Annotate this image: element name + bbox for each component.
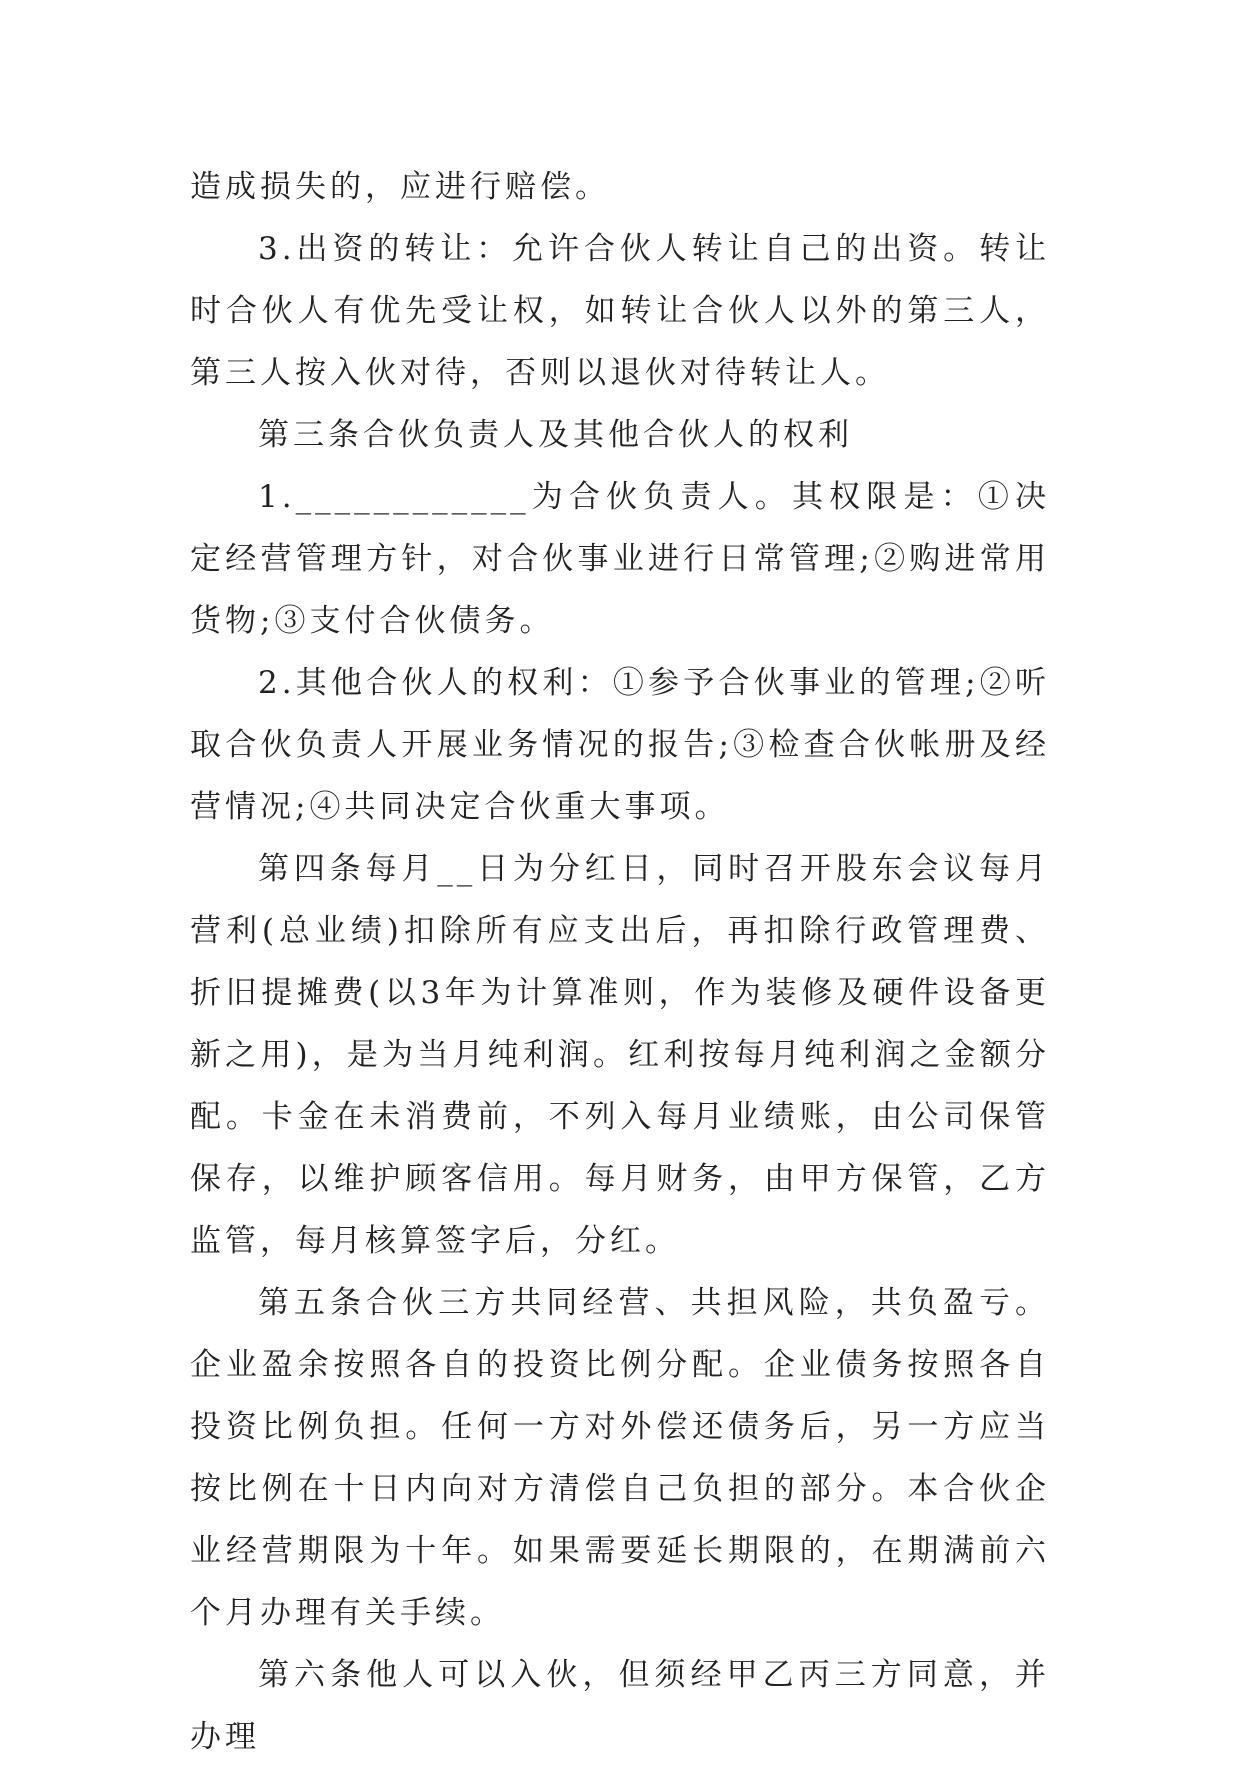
document-page bbox=[190, 156, 1050, 1768]
article-3-heading: 第三条合伙负责人及其他合伙人的权利 bbox=[258, 417, 853, 453]
article-4-dividends: 第四条每月__日为分红日，同时召开股东会议每月营利(总业绩)扣除所有应支出后，再扣除行政管理费、折旧提摊费(以3年为计算准则，作为装修及硬件设备更新之用)，是为当月纯利润。红利按每月纯利润之金额分配。卡金在未消费前，不列入每月业绩账，由公司保管保存，以维护顾客信用。每月财务，由甲方保管，乙方监管，每月核算签字后，分红。 bbox=[190, 851, 1050, 1259]
paragraph-capital-transfer: 3.出资的转让：允许合伙人转让自己的出资。转让时合伙人有优先受让权，如转让合伙人以外的第三人，第三人按入伙对待，否则以退伙对待转让人。 bbox=[190, 231, 1050, 391]
paragraph-partner-rights: 2.其他合伙人的权利：①参予合伙事业的管理;②听取合伙负责人开展业务情况的报告;③检查合伙帐册及经营情况;④共同决定合伙重大事项。 bbox=[190, 665, 1050, 825]
paragraph-managing-partner: 1.____________为合伙负责人。其权限是：①决定经营管理方针，对合伙事业进行日常管理;②购进常用货物;③支付合伙债务。 bbox=[190, 479, 1050, 639]
paragraph-continuation: 造成损失的，应进行赔偿。 bbox=[190, 169, 610, 205]
article-6-admission: 第六条他人可以入伙，但须经甲乙丙三方同意，并办理 bbox=[190, 1657, 1050, 1755]
article-5-operations: 第五条合伙三方共同经营、共担风险，共负盈亏。企业盈余按照各自的投资比例分配。企业债务按照各自投资比例负担。任何一方对外偿还债务后，另一方应当按比例在十日内向对方清偿自己负担的部分。本合伙企业经营期限为十年。如果需要延长期限的，在期满前六个月办理有关手续。 bbox=[190, 1285, 1050, 1631]
